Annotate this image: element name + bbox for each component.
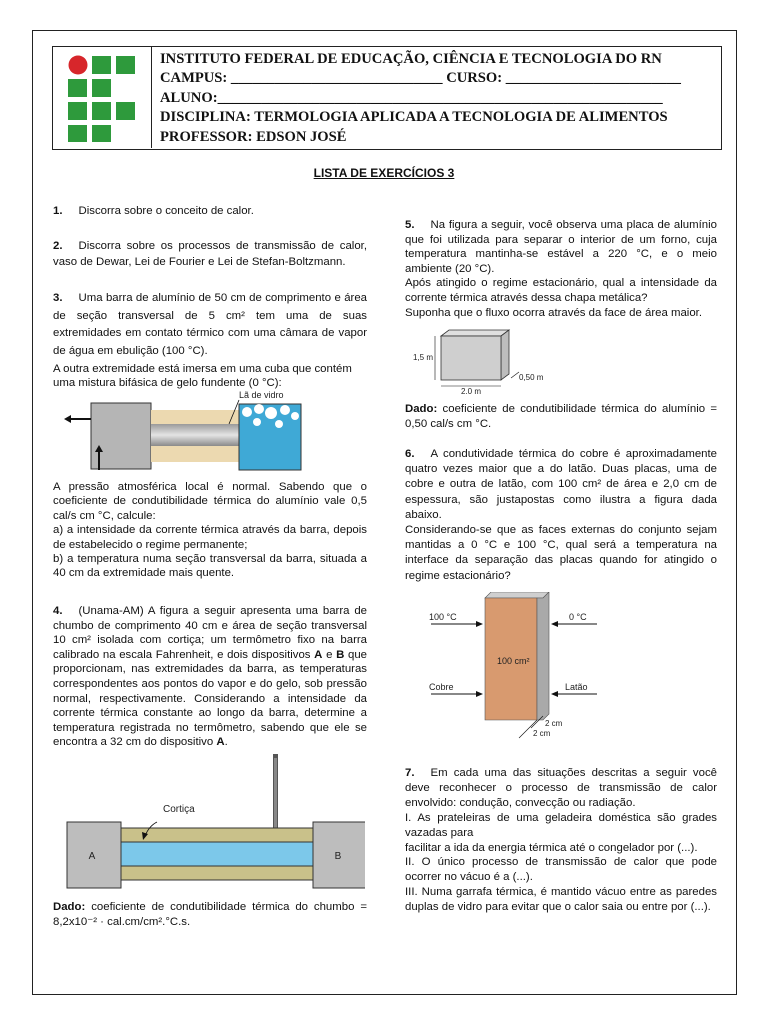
- question-7: [405, 766, 717, 915]
- height-label: 1,5 m: [413, 353, 434, 362]
- question-7-item-i: I. As prateleiras de uma geladeira doméstica são grades vazadas para: [405, 811, 717, 839]
- question-4: [53, 604, 367, 750]
- question-5-text2: Após atingido o regime estacionário, qual a intensidade da corrente térmica através dessa chapa metálica?: [405, 277, 717, 304]
- brass-plate: [537, 592, 549, 720]
- question-5-dado: [405, 402, 717, 431]
- question-3-text2: A outra extremidade está imersa em uma cuba que contém uma mistura bifásica de gelo fundente (0 °C):: [53, 363, 352, 389]
- cork-label: Cortiça: [163, 804, 195, 815]
- question-7-item-i2: facilitar a ida da energia térmica até o congelador por (...).: [405, 841, 698, 854]
- question-6-text2: Considerando-se que as faces externas do conjunto sejam mantidas a 0 °C e 100 °C, qual será a temperatura na interface da separação das placas quando for atingido o regime estacionário?: [405, 524, 717, 582]
- arrowhead: [476, 691, 483, 697]
- logo-square: [92, 125, 111, 142]
- device-a-ref: A: [216, 736, 225, 749]
- device-b-label: B: [334, 851, 342, 862]
- thickness-label: 2 cm: [533, 729, 551, 738]
- dado-text: coeficiente de condutibilidade térmica do chumbo = 8,2x10⁻² · cal.cm/cm².°C.s.: [53, 901, 367, 928]
- logo-square: [116, 56, 135, 74]
- ice-cube: [291, 412, 299, 420]
- logo-red-circle: [69, 56, 88, 75]
- figure-aluminum-plate: [411, 328, 561, 394]
- logo-square: [68, 102, 87, 120]
- page-title: LISTA DE EXERCÍCIOS 3: [313, 166, 455, 180]
- ice-cube: [265, 407, 277, 419]
- dado-text: coeficiente de condutibilidade térmica do alumínio = 0,50 cal/s cm °C.: [405, 403, 717, 430]
- logo-cell: [53, 47, 152, 148]
- professor-line: PROFESSOR: EDSON JOSÉ: [160, 128, 347, 145]
- dado-label: Dado:: [405, 403, 438, 415]
- plate-side: [501, 330, 509, 380]
- device-a-label: A: [88, 851, 96, 862]
- figure-aluminum-bar: [61, 390, 361, 472]
- aluminum-bar: [151, 424, 251, 446]
- thickness-label: 2 cm: [545, 719, 563, 728]
- logo-square: [68, 79, 87, 97]
- lead-bar: [121, 842, 313, 866]
- question-3-item-a: a) a intensidade da corrente térmica através da barra, depois de estabelecido o regime permanente;: [53, 524, 367, 551]
- question-text: Uma barra de alumínio de 50 cm de comprimento e área de seção transversal de 5 cm² tem uma de suas extremidades em contato térmico com uma câmara de vapor de água em ebulição (100 °C).: [53, 292, 367, 357]
- question-7-item-ii: II. O único processo de transmissão de calor que pode ocorrer no vácuo é a (...).: [405, 856, 717, 884]
- logo-square: [92, 56, 111, 74]
- question-3-after-text: A pressão atmosférica local é normal. Sabendo que o coeficiente de condutibilidade térmica do alumínio vale 0,5 cal/s cm °C, calcule:: [53, 481, 367, 522]
- question-text: A condutividade térmica do cobre é aproximadamente quatro vezes maior que a do latão. Duas placas, uma de cobre e outra de latão, com 100 cm² de área e 2,0 cm de espessura, são justapostas como ilustra a figura dada abaixo.: [405, 448, 717, 521]
- discipline-line: DISCIPLINA: TERMOLOGIA APLICADA A TECNOLOGIA DE ALIMENTOS: [160, 109, 668, 126]
- arrowhead: [64, 415, 71, 423]
- arrowhead: [551, 691, 558, 697]
- logo-square: [116, 102, 135, 120]
- question-3-after: [53, 480, 367, 581]
- header-box: [52, 46, 722, 150]
- dado-label: Dado:: [53, 901, 86, 913]
- header-lines: [160, 50, 720, 147]
- question-4-dado: [53, 900, 367, 929]
- logo-square: [92, 79, 111, 97]
- institution-name: INSTITUTO FEDERAL DE EDUCAÇÃO, CIÊNCIA E TECNOLOGIA DO RN: [160, 51, 662, 67]
- question-number: 6.: [405, 448, 415, 460]
- plate-front: [441, 336, 501, 380]
- question-number: 3.: [53, 292, 63, 304]
- width-label: 2,0 m: [461, 387, 482, 394]
- ice-cube: [254, 404, 264, 414]
- figure-copper-brass-plates: [421, 592, 601, 742]
- copper-label: Cobre: [429, 682, 454, 692]
- area-label: 100 cm²: [497, 656, 530, 666]
- plate-top: [441, 330, 509, 336]
- question-1: [53, 204, 367, 219]
- logo-square: [68, 125, 87, 142]
- cold-temp-label: 0 °C: [569, 612, 587, 622]
- question-number: 5.: [405, 219, 415, 231]
- depth-label: 0,50 m: [519, 373, 544, 382]
- question-5-text3: Suponha que o fluxo ocorra através da face de área maior.: [405, 306, 702, 319]
- plates-top: [485, 592, 549, 598]
- question-number: 7.: [405, 767, 415, 779]
- figure-lead-bar: [65, 754, 365, 896]
- campus-line: CAMPUS: _____________________________ CURSO: ________________________: [160, 70, 681, 87]
- arrowhead: [551, 621, 558, 627]
- question-text: (Unama-AM) A figura a seguir apresenta uma barra de chumbo de comprimento 40 cm e área de seção transversal 10 cm² isolada com cortiça; um termômetro fixo na barra calibrado na escala Fahrenheit, e dois dispositivos: [53, 605, 367, 661]
- question-3: [53, 290, 367, 360]
- device-a-ref: A: [314, 648, 323, 661]
- logo-square: [92, 102, 111, 120]
- question-text: Discorra sobre o conceito de calor.: [78, 205, 254, 217]
- device-b-ref: B: [336, 648, 345, 661]
- question-text: Discorra sobre os processos de transmissão de calor, vaso de Dewar, Lei de Fourier e Lei de Stefan-Boltzmann.: [53, 240, 367, 268]
- aluno-line: ALUNO:_____________________________________________________________: [160, 89, 663, 106]
- question-number: 1.: [53, 205, 63, 217]
- and-text: e: [326, 648, 333, 661]
- question-2: [53, 238, 367, 270]
- ice-cube: [253, 418, 261, 426]
- question-7-item-iii: III. Numa garrafa térmica, é mantido vácuo entre as paredes duplas de vidro para evitar que o calor saia ou entre por (...).: [405, 886, 717, 914]
- ice-cube: [242, 407, 252, 417]
- ifrn-logo: [67, 55, 139, 143]
- period: .: [224, 736, 228, 749]
- ice-cube: [280, 405, 290, 415]
- question-6: [405, 447, 717, 584]
- ice-cube: [275, 420, 283, 428]
- question-5: [405, 218, 717, 320]
- question-number: 4.: [53, 605, 63, 617]
- question-text: Na figura a seguir, você observa uma placa de alumínio que foi utilizada para separar o interior de um forno, cuja temperatura mantinha-se estável a 220 °C, e o meio ambiente (20 °C).: [405, 219, 717, 275]
- question-number: 2.: [53, 240, 63, 252]
- hot-temp-label: 100 °C: [429, 612, 457, 622]
- arrowhead: [476, 621, 483, 627]
- question-text-cont: que proporcionam, nas extremidades da barra, as temperaturas correspondentes aos pontos do vapor e do gelo, sob pressão normal, respectivamente. Considerando a intensidade da corrente térmica constante ao longo da barra, determine a temperatura registrada no termômetro, sabendo que ele se encontra a 32 cm do dispositivo: [53, 648, 368, 749]
- glass-wool-label: Lã de vidro: [239, 390, 284, 400]
- question-3-item-b: b) a temperatura numa seção transversal da barra, situada a 40 cm da extremidade mais quente.: [53, 553, 367, 580]
- brass-label: Latão: [565, 682, 588, 692]
- question-text: Em cada uma das situações descritas a seguir você deve reconhecer o processo de transmissão de calor envolvido: condução, convecção ou radiação.: [405, 767, 717, 809]
- depth-dimension: [511, 372, 519, 378]
